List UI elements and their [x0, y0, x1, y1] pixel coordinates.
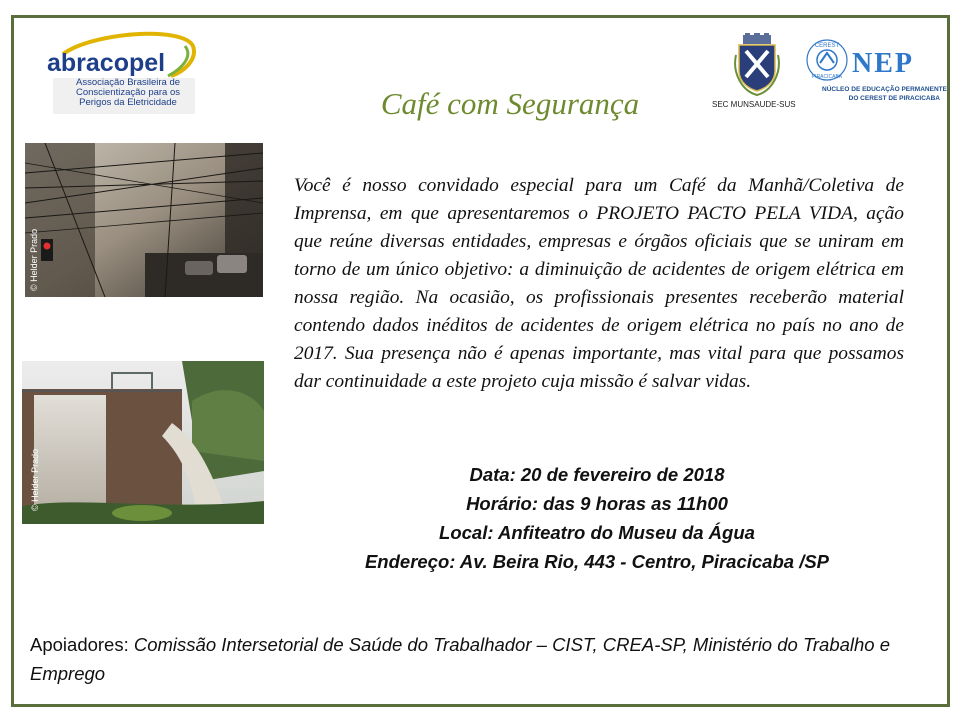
- photo-street-wires: [25, 143, 263, 297]
- nep-subtitle: NÚCLEO DE EDUCAÇÃO PERMANENTE DO CEREST DE PIRACICABA: [822, 86, 947, 102]
- event-time: Horário: das 9 horas as 11h00: [466, 493, 728, 514]
- event-title: Café com Segurança: [380, 86, 640, 121]
- abracopel-subtitle: Associação Brasileira de Conscientização para os Perigos da Eletricidade: [75, 77, 181, 108]
- photo-credit: © Helder Prado: [29, 228, 39, 291]
- photo-waterfall: [22, 361, 264, 524]
- cerest-ring-top-text: CEREST: [814, 43, 840, 49]
- supporters-label: Apoiadores:: [30, 634, 129, 655]
- supporters: [30, 630, 935, 688]
- municipal-crest-icon: [734, 33, 780, 97]
- event-place: Local: Anfiteatro do Museu da Água: [439, 522, 755, 543]
- cerest-ring-bottom-text: PIRACICABA: [811, 74, 843, 80]
- supporters-list: Comissão Intersetorial de Saúde do Trabalhador – CIST, CREA-SP, Ministério do Trabalho e Emprego: [30, 634, 891, 684]
- event-address: Endereço: Av. Beira Rio, 443 - Centro, Piracicaba /SP: [364, 551, 830, 572]
- invitation-text: Você é nosso convidado especial para um Café da Manhã/Coletiva de Imprensa, em que apresentaremos o PROJETO PACTO PELA VIDA, ação que reúne diversas entidades, empresas e órgãos oficiais que se uniram em torno de um único objetivo: a diminuição de acidentes de origem elétrica em nossa região. Na ocasião, os profissionais presentes receberão material contendo dados inéditos de acidentes de origem elétrica no país no ano de 2017. Sua presença não é apenas importante, mas vital para que possamos dar continuidade a este projeto cuja missão é salvar vidas.: [294, 175, 904, 392]
- abracopel-logo: [33, 24, 198, 120]
- sec-label: SEC MUNSAUDE-SUS: [712, 100, 796, 109]
- cerest-seal-icon: [805, 38, 849, 82]
- event-date: Data: 20 de fevereiro de 2018: [469, 464, 725, 485]
- abracopel-wordmark: abracopel: [47, 49, 166, 77]
- event-details: [292, 460, 902, 576]
- nep-wordmark: NEP: [852, 48, 914, 79]
- photo-credit: © Helder Prado: [30, 448, 40, 511]
